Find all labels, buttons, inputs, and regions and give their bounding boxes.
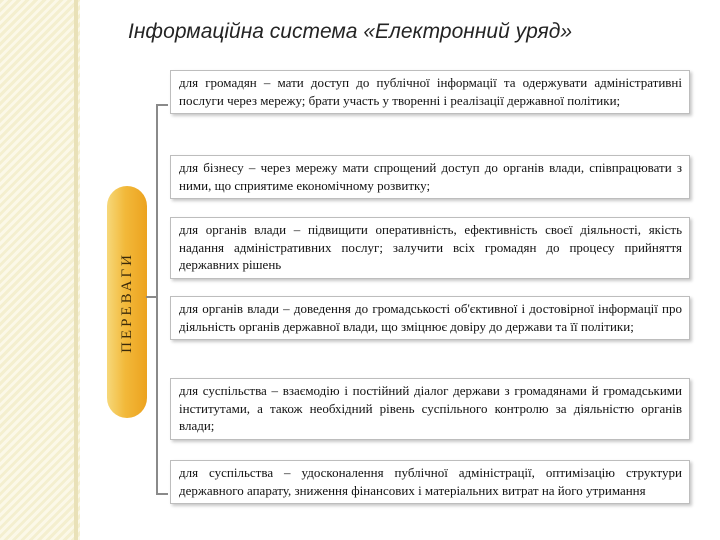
slide-title: Інформаційна система «Електронний уряд» <box>128 20 573 43</box>
advantage-citizens-box: для громадян – мати доступ до публічної інформації та одержувати адміністративні послуги через мережу; брати участь у творенні і реалізації державної політики; <box>170 70 690 114</box>
decorative-strip-line <box>74 0 78 540</box>
advantage-authorities-information-box: для органів влади – доведення до громадськості об'єктивної і достовірної інформації про діяльність органів державної влади, що зміцнює довіру до держави та її політики; <box>170 296 690 340</box>
advantages-label: ПЕРЕВАГИ <box>118 251 135 353</box>
decorative-side-strip <box>0 0 80 540</box>
advantages-label-pill <box>107 186 147 418</box>
advantage-business-box: для бізнесу – через мережу мати спрощений доступ до органів влади, співпрацювати з ними, що сприятиме економічному розвитку; <box>170 155 690 199</box>
advantage-society-dialogue-box: для суспільства – взаємодію і постійний діалог держави з громадянами й громадськими інститутами, а також необхідний рівень суспільного контролю за діяльністю органів влади; <box>170 378 690 440</box>
grouping-bracket <box>156 104 168 495</box>
advantage-authorities-efficiency-box: для органів влади – підвищити оперативність, ефективність своєї діяльності, якість надання адміністративних послуг; залучити всіх громадян до процесу прийняття державних рішень <box>170 217 690 279</box>
bracket-connector <box>146 296 156 298</box>
advantage-society-administration-box: для суспільства – удосконалення публічної адміністрації, оптимізацію структури державного апарату, зниження фінансових і матеріальних витрат на його утримання <box>170 460 690 504</box>
